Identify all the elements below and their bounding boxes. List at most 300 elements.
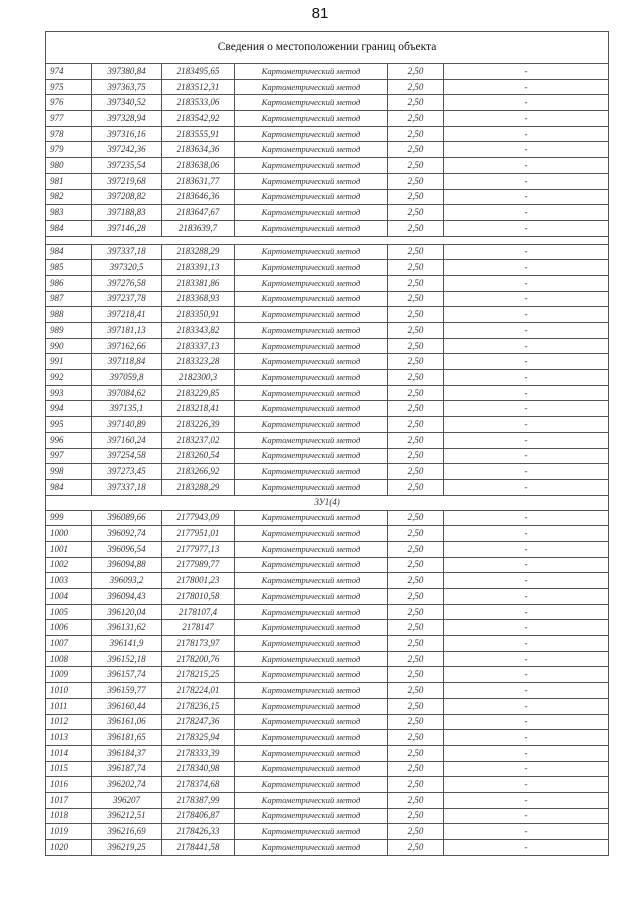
method-cell: Картометрический метод [235, 840, 388, 856]
method-cell: Картометрический метод [235, 126, 388, 142]
table-row [46, 792, 609, 808]
section-header-row [46, 495, 609, 510]
coord-x-cell: 396181,65 [92, 730, 162, 746]
accuracy-cell: 2,50 [388, 573, 444, 589]
accuracy-cell: 2,50 [388, 338, 444, 354]
table-row [46, 432, 609, 448]
point-number-cell: 977 [46, 111, 92, 127]
table-row [46, 64, 609, 80]
coord-y-cell: 2183229,85 [162, 385, 235, 401]
description-cell: - [444, 220, 609, 236]
coord-x-cell: 397380,84 [92, 64, 162, 80]
accuracy-cell: 2,50 [388, 291, 444, 307]
coord-y-cell: 2183266,92 [162, 464, 235, 480]
accuracy-cell: 2,50 [388, 636, 444, 652]
table-row [46, 683, 609, 699]
table-row [46, 260, 609, 276]
description-cell: - [444, 275, 609, 291]
accuracy-cell: 2,50 [388, 307, 444, 323]
description-cell: - [444, 840, 609, 856]
separator-row [46, 236, 609, 244]
description-cell: - [444, 95, 609, 111]
table-row [46, 526, 609, 542]
accuracy-cell: 2,50 [388, 557, 444, 573]
table-row [46, 142, 609, 158]
accuracy-cell: 2,50 [388, 126, 444, 142]
point-number-cell: 1015 [46, 761, 92, 777]
coord-y-cell: 2178224,01 [162, 683, 235, 699]
accuracy-cell: 2,50 [388, 526, 444, 542]
table-row [46, 589, 609, 605]
accuracy-cell: 2,50 [388, 79, 444, 95]
point-number-cell: 995 [46, 417, 92, 433]
method-cell: Картометрический метод [235, 557, 388, 573]
point-number-cell: 984 [46, 244, 92, 260]
description-cell: - [444, 620, 609, 636]
point-number-cell: 984 [46, 220, 92, 236]
coord-x-cell: 397320,5 [92, 260, 162, 276]
coord-x-cell: 396216,69 [92, 824, 162, 840]
point-number-cell: 1004 [46, 589, 92, 605]
coord-x-cell: 397140,89 [92, 417, 162, 433]
table-row [46, 189, 609, 205]
point-number-cell: 979 [46, 142, 92, 158]
coord-x-cell: 396089,66 [92, 510, 162, 526]
table-row [46, 158, 609, 174]
accuracy-cell: 2,50 [388, 432, 444, 448]
coord-y-cell: 2178200,76 [162, 651, 235, 667]
page-number: 81 [311, 5, 329, 22]
table-row [46, 761, 609, 777]
accuracy-cell: 2,50 [388, 158, 444, 174]
accuracy-cell: 2,50 [388, 541, 444, 557]
point-number-cell: 993 [46, 385, 92, 401]
table-row [46, 323, 609, 339]
table-row [46, 777, 609, 793]
coord-y-cell: 2178333,39 [162, 745, 235, 761]
accuracy-cell: 2,50 [388, 464, 444, 480]
coord-x-cell: 397162,66 [92, 338, 162, 354]
method-cell: Картометрический метод [235, 260, 388, 276]
point-number-cell: 998 [46, 464, 92, 480]
coord-y-cell: 2183260,54 [162, 448, 235, 464]
coord-x-cell: 397135,1 [92, 401, 162, 417]
coord-y-cell: 2183639,7 [162, 220, 235, 236]
method-cell: Картометрический метод [235, 432, 388, 448]
accuracy-cell: 2,50 [388, 189, 444, 205]
accuracy-cell: 2,50 [388, 840, 444, 856]
coord-x-cell: 397328,94 [92, 111, 162, 127]
accuracy-cell: 2,50 [388, 111, 444, 127]
table-row [46, 385, 609, 401]
point-number-cell: 1000 [46, 526, 92, 542]
accuracy-cell: 2,50 [388, 220, 444, 236]
coord-x-cell: 396131,62 [92, 620, 162, 636]
coord-y-cell: 2183350,91 [162, 307, 235, 323]
point-number-cell: 976 [46, 95, 92, 111]
description-cell: - [444, 205, 609, 221]
point-number-cell: 994 [46, 401, 92, 417]
coord-y-cell: 2178247,36 [162, 714, 235, 730]
method-cell: Картометрический метод [235, 291, 388, 307]
coord-x-cell: 396094,43 [92, 589, 162, 605]
description-cell: - [444, 189, 609, 205]
point-number-cell: 1013 [46, 730, 92, 746]
coord-y-cell: 2183337,13 [162, 338, 235, 354]
coord-y-cell: 2178406,87 [162, 808, 235, 824]
description-cell: - [444, 651, 609, 667]
description-cell: - [444, 761, 609, 777]
table-row [46, 220, 609, 236]
method-cell: Картометрический метод [235, 385, 388, 401]
method-cell: Картометрический метод [235, 111, 388, 127]
method-cell: Картометрический метод [235, 275, 388, 291]
section-label: ЗУ1(4) [46, 495, 609, 510]
method-cell: Картометрический метод [235, 651, 388, 667]
coord-x-cell: 396184,37 [92, 745, 162, 761]
method-cell: Картометрический метод [235, 142, 388, 158]
coord-y-cell: 2178147 [162, 620, 235, 636]
accuracy-cell: 2,50 [388, 205, 444, 221]
description-cell: - [444, 792, 609, 808]
accuracy-cell: 2,50 [388, 275, 444, 291]
point-number-cell: 996 [46, 432, 92, 448]
table-row [46, 479, 609, 495]
method-cell: Картометрический метод [235, 510, 388, 526]
description-cell: - [444, 417, 609, 433]
description-cell: - [444, 260, 609, 276]
description-cell: - [444, 338, 609, 354]
description-cell: - [444, 291, 609, 307]
coord-x-cell: 396092,74 [92, 526, 162, 542]
description-cell: - [444, 777, 609, 793]
coord-y-cell: 2183218,41 [162, 401, 235, 417]
coord-x-cell: 396094,88 [92, 557, 162, 573]
accuracy-cell: 2,50 [388, 589, 444, 605]
table-row [46, 111, 609, 127]
accuracy-cell: 2,50 [388, 651, 444, 667]
coord-y-cell: 2178215,25 [162, 667, 235, 683]
method-cell: Картометрический метод [235, 683, 388, 699]
coord-y-cell: 2177977,13 [162, 541, 235, 557]
method-cell: Картометрический метод [235, 479, 388, 495]
table-row [46, 354, 609, 370]
coord-y-cell: 2178325,94 [162, 730, 235, 746]
point-number-cell: 1017 [46, 792, 92, 808]
coord-x-cell: 397160,24 [92, 432, 162, 448]
description-cell: - [444, 126, 609, 142]
coord-x-cell: 396161,06 [92, 714, 162, 730]
description-cell: - [444, 683, 609, 699]
coord-x-cell: 397118,84 [92, 354, 162, 370]
accuracy-cell: 2,50 [388, 730, 444, 746]
point-number-cell: 1006 [46, 620, 92, 636]
description-cell: - [444, 745, 609, 761]
separator-cell [46, 236, 609, 244]
description-cell: - [444, 385, 609, 401]
accuracy-cell: 2,50 [388, 698, 444, 714]
table-title-row [46, 32, 609, 64]
point-number-cell: 983 [46, 205, 92, 221]
method-cell: Картометрический метод [235, 636, 388, 652]
table-row [46, 604, 609, 620]
description-cell: - [444, 173, 609, 189]
coord-y-cell: 2178426,33 [162, 824, 235, 840]
coord-x-cell: 396120,04 [92, 604, 162, 620]
accuracy-cell: 2,50 [388, 777, 444, 793]
coord-x-cell: 397276,58 [92, 275, 162, 291]
coord-y-cell: 2183646,36 [162, 189, 235, 205]
method-cell: Картометрический метод [235, 323, 388, 339]
accuracy-cell: 2,50 [388, 354, 444, 370]
point-number-cell: 989 [46, 323, 92, 339]
point-number-cell: 1020 [46, 840, 92, 856]
accuracy-cell: 2,50 [388, 385, 444, 401]
method-cell: Картометрический метод [235, 64, 388, 80]
point-number-cell: 1007 [46, 636, 92, 652]
method-cell: Картометрический метод [235, 808, 388, 824]
accuracy-cell: 2,50 [388, 448, 444, 464]
accuracy-cell: 2,50 [388, 64, 444, 80]
boundary-coordinates-table [45, 31, 609, 856]
coord-x-cell: 396159,77 [92, 683, 162, 699]
method-cell: Картометрический метод [235, 189, 388, 205]
table-row [46, 573, 609, 589]
table-row [46, 79, 609, 95]
table-row [46, 667, 609, 683]
table-row [46, 401, 609, 417]
table-row [46, 464, 609, 480]
coord-x-cell: 396160,44 [92, 698, 162, 714]
point-number-cell: 978 [46, 126, 92, 142]
method-cell: Картометрический метод [235, 761, 388, 777]
coord-y-cell: 2178374,68 [162, 777, 235, 793]
table-row [46, 730, 609, 746]
description-cell: - [444, 824, 609, 840]
method-cell: Картометрический метод [235, 589, 388, 605]
coord-y-cell: 2183533,06 [162, 95, 235, 111]
coord-y-cell: 2177989,77 [162, 557, 235, 573]
method-cell: Картометрический метод [235, 370, 388, 386]
coord-y-cell: 2182300,3 [162, 370, 235, 386]
method-cell: Картометрический метод [235, 173, 388, 189]
method-cell: Картометрический метод [235, 205, 388, 221]
table-row [46, 510, 609, 526]
description-cell: - [444, 111, 609, 127]
table-row [46, 448, 609, 464]
description-cell: - [444, 479, 609, 495]
coord-x-cell: 396157,74 [92, 667, 162, 683]
coord-x-cell: 397254,58 [92, 448, 162, 464]
coord-x-cell: 396202,74 [92, 777, 162, 793]
coord-y-cell: 2178001,23 [162, 573, 235, 589]
point-number-cell: 987 [46, 291, 92, 307]
coord-y-cell: 2183634,36 [162, 142, 235, 158]
description-cell: - [444, 541, 609, 557]
table-row [46, 745, 609, 761]
coord-x-cell: 397242,36 [92, 142, 162, 158]
accuracy-cell: 2,50 [388, 401, 444, 417]
description-cell: - [444, 142, 609, 158]
description-cell: - [444, 401, 609, 417]
coord-y-cell: 2177951,01 [162, 526, 235, 542]
coord-x-cell: 397059,8 [92, 370, 162, 386]
accuracy-cell: 2,50 [388, 683, 444, 699]
method-cell: Картометрический метод [235, 354, 388, 370]
coord-x-cell: 397340,52 [92, 95, 162, 111]
coord-y-cell: 2178387,99 [162, 792, 235, 808]
table-row [46, 370, 609, 386]
accuracy-cell: 2,50 [388, 95, 444, 111]
accuracy-cell: 2,50 [388, 667, 444, 683]
point-number-cell: 985 [46, 260, 92, 276]
coord-x-cell: 396093,2 [92, 573, 162, 589]
method-cell: Картометрический метод [235, 220, 388, 236]
point-number-cell: 997 [46, 448, 92, 464]
coord-x-cell: 397363,75 [92, 79, 162, 95]
coord-x-cell: 396096,54 [92, 541, 162, 557]
table-row [46, 620, 609, 636]
table-row [46, 808, 609, 824]
method-cell: Картометрический метод [235, 307, 388, 323]
method-cell: Картометрический метод [235, 401, 388, 417]
coord-x-cell: 396141,9 [92, 636, 162, 652]
point-number-cell: 1008 [46, 651, 92, 667]
description-cell: - [444, 448, 609, 464]
coord-y-cell: 2178441,58 [162, 840, 235, 856]
table-row [46, 291, 609, 307]
coord-x-cell: 397208,82 [92, 189, 162, 205]
table-row [46, 307, 609, 323]
method-cell: Картометрический метод [235, 95, 388, 111]
coord-x-cell: 397146,28 [92, 220, 162, 236]
method-cell: Картометрический метод [235, 714, 388, 730]
table-row [46, 840, 609, 856]
method-cell: Картометрический метод [235, 573, 388, 589]
method-cell: Картометрический метод [235, 730, 388, 746]
accuracy-cell: 2,50 [388, 604, 444, 620]
coord-x-cell: 397337,18 [92, 479, 162, 495]
point-number-cell: 992 [46, 370, 92, 386]
description-cell: - [444, 64, 609, 80]
description-cell: - [444, 158, 609, 174]
accuracy-cell: 2,50 [388, 323, 444, 339]
accuracy-cell: 2,50 [388, 510, 444, 526]
coord-y-cell: 2178010,58 [162, 589, 235, 605]
accuracy-cell: 2,50 [388, 142, 444, 158]
method-cell: Картометрический метод [235, 541, 388, 557]
coord-y-cell: 2177943,09 [162, 510, 235, 526]
accuracy-cell: 2,50 [388, 260, 444, 276]
method-cell: Картометрический метод [235, 667, 388, 683]
coord-x-cell: 396207 [92, 792, 162, 808]
point-number-cell: 1010 [46, 683, 92, 699]
coord-y-cell: 2178107,4 [162, 604, 235, 620]
description-cell: - [444, 79, 609, 95]
table-row [46, 275, 609, 291]
point-number-cell: 1019 [46, 824, 92, 840]
description-cell: - [444, 307, 609, 323]
table-row [46, 417, 609, 433]
coord-y-cell: 2183555,91 [162, 126, 235, 142]
method-cell: Картометрический метод [235, 79, 388, 95]
coord-x-cell: 396152,18 [92, 651, 162, 667]
coord-x-cell: 396187,74 [92, 761, 162, 777]
description-cell: - [444, 526, 609, 542]
coord-y-cell: 2178236,15 [162, 698, 235, 714]
table-row [46, 636, 609, 652]
table-row [46, 541, 609, 557]
description-cell: - [444, 714, 609, 730]
coord-y-cell: 2183647,67 [162, 205, 235, 221]
table-row [46, 824, 609, 840]
coord-y-cell: 2183288,29 [162, 244, 235, 260]
description-cell: - [444, 604, 609, 620]
point-number-cell: 1011 [46, 698, 92, 714]
coord-y-cell: 2183323,28 [162, 354, 235, 370]
coord-y-cell: 2183631,77 [162, 173, 235, 189]
coord-y-cell: 2183368,93 [162, 291, 235, 307]
coord-y-cell: 2183495,65 [162, 64, 235, 80]
point-number-cell: 1018 [46, 808, 92, 824]
description-cell: - [444, 370, 609, 386]
coord-x-cell: 397337,18 [92, 244, 162, 260]
accuracy-cell: 2,50 [388, 792, 444, 808]
point-number-cell: 1001 [46, 541, 92, 557]
point-number-cell: 991 [46, 354, 92, 370]
point-number-cell: 1002 [46, 557, 92, 573]
point-number-cell: 980 [46, 158, 92, 174]
coord-y-cell: 2183288,29 [162, 479, 235, 495]
method-cell: Картометрический метод [235, 417, 388, 433]
accuracy-cell: 2,50 [388, 620, 444, 636]
coord-x-cell: 397237,78 [92, 291, 162, 307]
description-cell: - [444, 636, 609, 652]
coord-y-cell: 2183638,06 [162, 158, 235, 174]
method-cell: Картометрический метод [235, 777, 388, 793]
accuracy-cell: 2,50 [388, 714, 444, 730]
coord-x-cell: 396212,51 [92, 808, 162, 824]
point-number-cell: 1016 [46, 777, 92, 793]
coord-x-cell: 397188,83 [92, 205, 162, 221]
coord-x-cell: 397218,41 [92, 307, 162, 323]
coord-x-cell: 397273,45 [92, 464, 162, 480]
method-cell: Картометрический метод [235, 464, 388, 480]
coord-y-cell: 2183226,39 [162, 417, 235, 433]
description-cell: - [444, 589, 609, 605]
coord-y-cell: 2178173,97 [162, 636, 235, 652]
point-number-cell: 1012 [46, 714, 92, 730]
method-cell: Картометрический метод [235, 338, 388, 354]
description-cell: - [444, 323, 609, 339]
description-cell: - [444, 557, 609, 573]
method-cell: Картометрический метод [235, 244, 388, 260]
description-cell: - [444, 698, 609, 714]
coord-y-cell: 2178340,98 [162, 761, 235, 777]
description-cell: - [444, 432, 609, 448]
point-number-cell: 1014 [46, 745, 92, 761]
description-cell: - [444, 730, 609, 746]
point-number-cell: 999 [46, 510, 92, 526]
point-number-cell: 1005 [46, 604, 92, 620]
description-cell: - [444, 464, 609, 480]
description-cell: - [444, 573, 609, 589]
accuracy-cell: 2,50 [388, 370, 444, 386]
point-number-cell: 984 [46, 479, 92, 495]
method-cell: Картометрический метод [235, 158, 388, 174]
method-cell: Картометрический метод [235, 526, 388, 542]
point-number-cell: 975 [46, 79, 92, 95]
